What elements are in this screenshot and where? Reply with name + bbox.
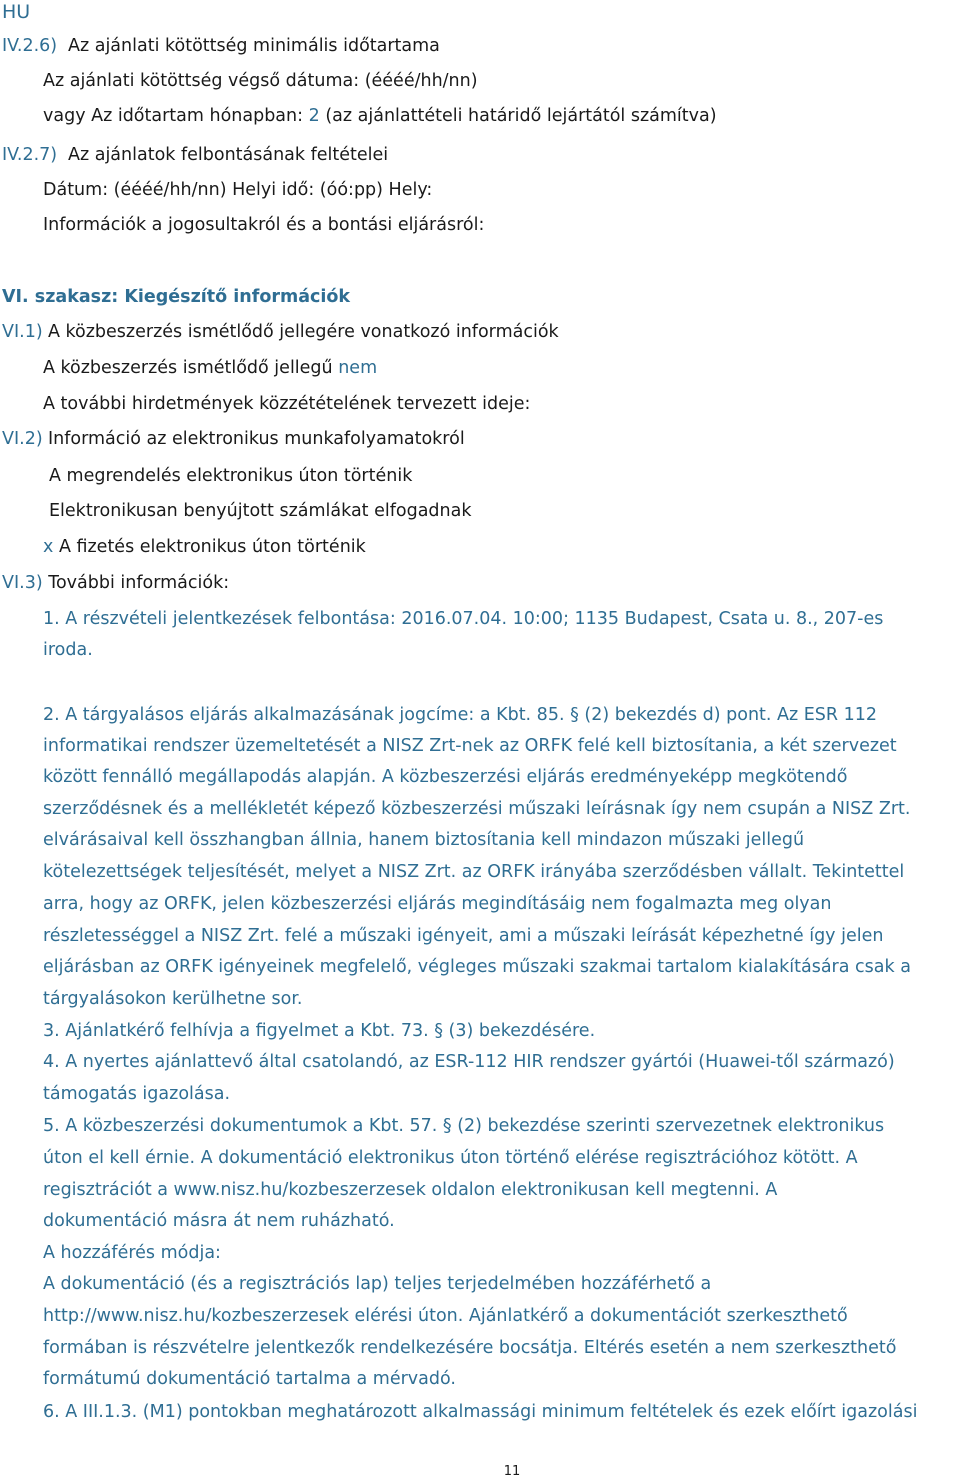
section-iv27-number: IV.2.7) [2, 145, 58, 165]
body-line: A dokumentáció (és a regisztrációs lap) teljes terjedelmében hozzáférhető a [43, 1274, 712, 1294]
section-iv26-title: Az ajánlati kötöttség minimális időtartama [68, 36, 440, 56]
body-line: eljárásban az ORFK igényeinek megfelelő, végleges műszaki szakmai tartalom kialakítására csak a [43, 957, 911, 977]
body-line: dokumentáció másra át nem ruházható. [43, 1211, 395, 1231]
body-line: 5. A közbeszerzési dokumentumok a Kbt. 57. § (2) bekezdése szerinti szervezetnek elektronikus [43, 1116, 885, 1136]
body-line: tárgyalásokon kerülhetne sor. [43, 989, 303, 1009]
body-line: 6. A III.1.3. (M1) pontokban meghatározott alkalmassági minimum feltételek és ezek előírt igazolási [43, 1402, 918, 1422]
section-vi1-title: A közbeszerzés ismétlődő jellegére vonatkozó információk [48, 322, 559, 342]
section-vi2-option-invoicing: Elektronikusan benyújtott számlákat elfogadnak [49, 501, 472, 521]
section-iv26-end-date: Az ajánlati kötöttség végső dátuma: (éééé/hh/nn) [43, 71, 478, 91]
section-vi3-heading [2, 571, 229, 595]
section-vi1-repetitive [43, 356, 377, 380]
section-vi3-number: VI.3) [2, 573, 43, 593]
body-line: regisztrációt a www.nisz.hu/kozbeszerzesek oldalon elektronikusan kell megtenni. A [43, 1180, 778, 1200]
body-line: úton el kell érnie. A dokumentáció elektronikus úton történő elérése regisztrációhoz kötött. A [43, 1148, 858, 1168]
section-vi2-title: Információ az elektronikus munkafolyamatokról [48, 429, 465, 449]
section-vi1-number: VI.1) [2, 322, 43, 342]
body-line: 1. A részvételi jelentkezések felbontása: 2016.07.04. 10:00; 1135 Budapest, Csata u. 8., 207-es [43, 609, 884, 629]
section-iv26-number: IV.2.6) [2, 36, 58, 56]
payment-check-mark: x [43, 537, 54, 557]
body-line: http://www.nisz.hu/kozbeszerzesek elérési úton. Ajánlatkérő a dokumentációt szerkeszthető [43, 1306, 848, 1326]
payment-option-label: A fizetés elektronikus úton történik [58, 537, 366, 557]
body-line: iroda. [43, 640, 93, 660]
body-line: között fennálló megállapodás alapján. A közbeszerzési eljárás eredményeképp megkötendő [43, 767, 848, 787]
body-line: arra, hogy az ORFK, jelen közbeszerzési eljárás megindításáig nem fogalmazta meg olyan [43, 894, 832, 914]
body-line: elvárásaival kell összhangban állnia, hanem biztosítania kell mindazon műszaki jellegű [43, 830, 805, 850]
language-code: HU [2, 1, 31, 23]
body-line: formátumú dokumentáció tartalma a mérvadó. [43, 1369, 456, 1389]
body-line: formában is részvételre jelentkezők rendelkezésére bocsátja. Eltérés esetén a nem szerkeszthető [43, 1338, 897, 1358]
section-vi-heading: VI. szakasz: Kiegészítő információk [2, 287, 351, 307]
body-line: informatikai rendszer üzemeltetését a NISZ Zrt-nek az ORFK felé kell biztosítania, a két szervezet [43, 736, 897, 756]
section-iv27-info: Információk a jogosultakról és a bontási eljárásról: [43, 215, 485, 235]
body-line: kötelezettségek teljesítését, melyet a NISZ Zrt. az ORFK irányába szerződésben vállalt. Tekintettel [43, 862, 905, 882]
section-iv26-duration [43, 104, 717, 128]
duration-value: 2 [308, 106, 320, 126]
page-number: 11 [503, 1464, 521, 1479]
body-line: A hozzáférés módja: [43, 1243, 221, 1263]
section-vi3-title: További információk: [48, 573, 230, 593]
duration-label: vagy Az időtartam hónapban: [43, 106, 304, 126]
body-line: 3. Ajánlatkérő felhívja a figyelmet a Kbt. 73. § (3) bekezdésére. [43, 1021, 596, 1041]
section-iv27-title: Az ajánlatok felbontásának feltételei [68, 145, 389, 165]
duration-note: (az ajánlattételi határidő lejártától számítva) [325, 106, 717, 126]
body-line: 2. A tárgyalásos eljárás alkalmazásának jogcíme: a Kbt. 85. § (2) bekezdés d) pont. Az ESR 112 [43, 705, 878, 725]
body-line: 4. A nyertes ajánlattevő által csatolandó, az ESR-112 HIR rendszer gyártói (Huawei-től származó) [43, 1052, 895, 1072]
section-iv27-date-time-place: Dátum: (éééé/hh/nn) Helyi idő: (óó:pp) Hely: [43, 180, 433, 200]
body-line: támogatás igazolása. [43, 1084, 231, 1104]
body-line: részletességgel a NISZ Zrt. felé a műszaki igényeit, ami a műszaki leírását képezhetné így jelen [43, 926, 884, 946]
body-line: szerződésnek és a mellékletét képező közbeszerzési műszaki leírásnak így nem csupán a NISZ Zrt. [43, 799, 911, 819]
section-vi2-option-ordering: A megrendelés elektronikus úton történik [49, 466, 413, 486]
section-vi1-next-notices: A további hirdetmények közzétételének tervezett ideje: [43, 394, 531, 414]
section-vi2-option-payment [43, 535, 366, 559]
section-vi2-number: VI.2) [2, 429, 43, 449]
repetitive-value: nem [338, 358, 378, 378]
repetitive-label: A közbeszerzés ismétlődő jellegű [43, 358, 333, 378]
